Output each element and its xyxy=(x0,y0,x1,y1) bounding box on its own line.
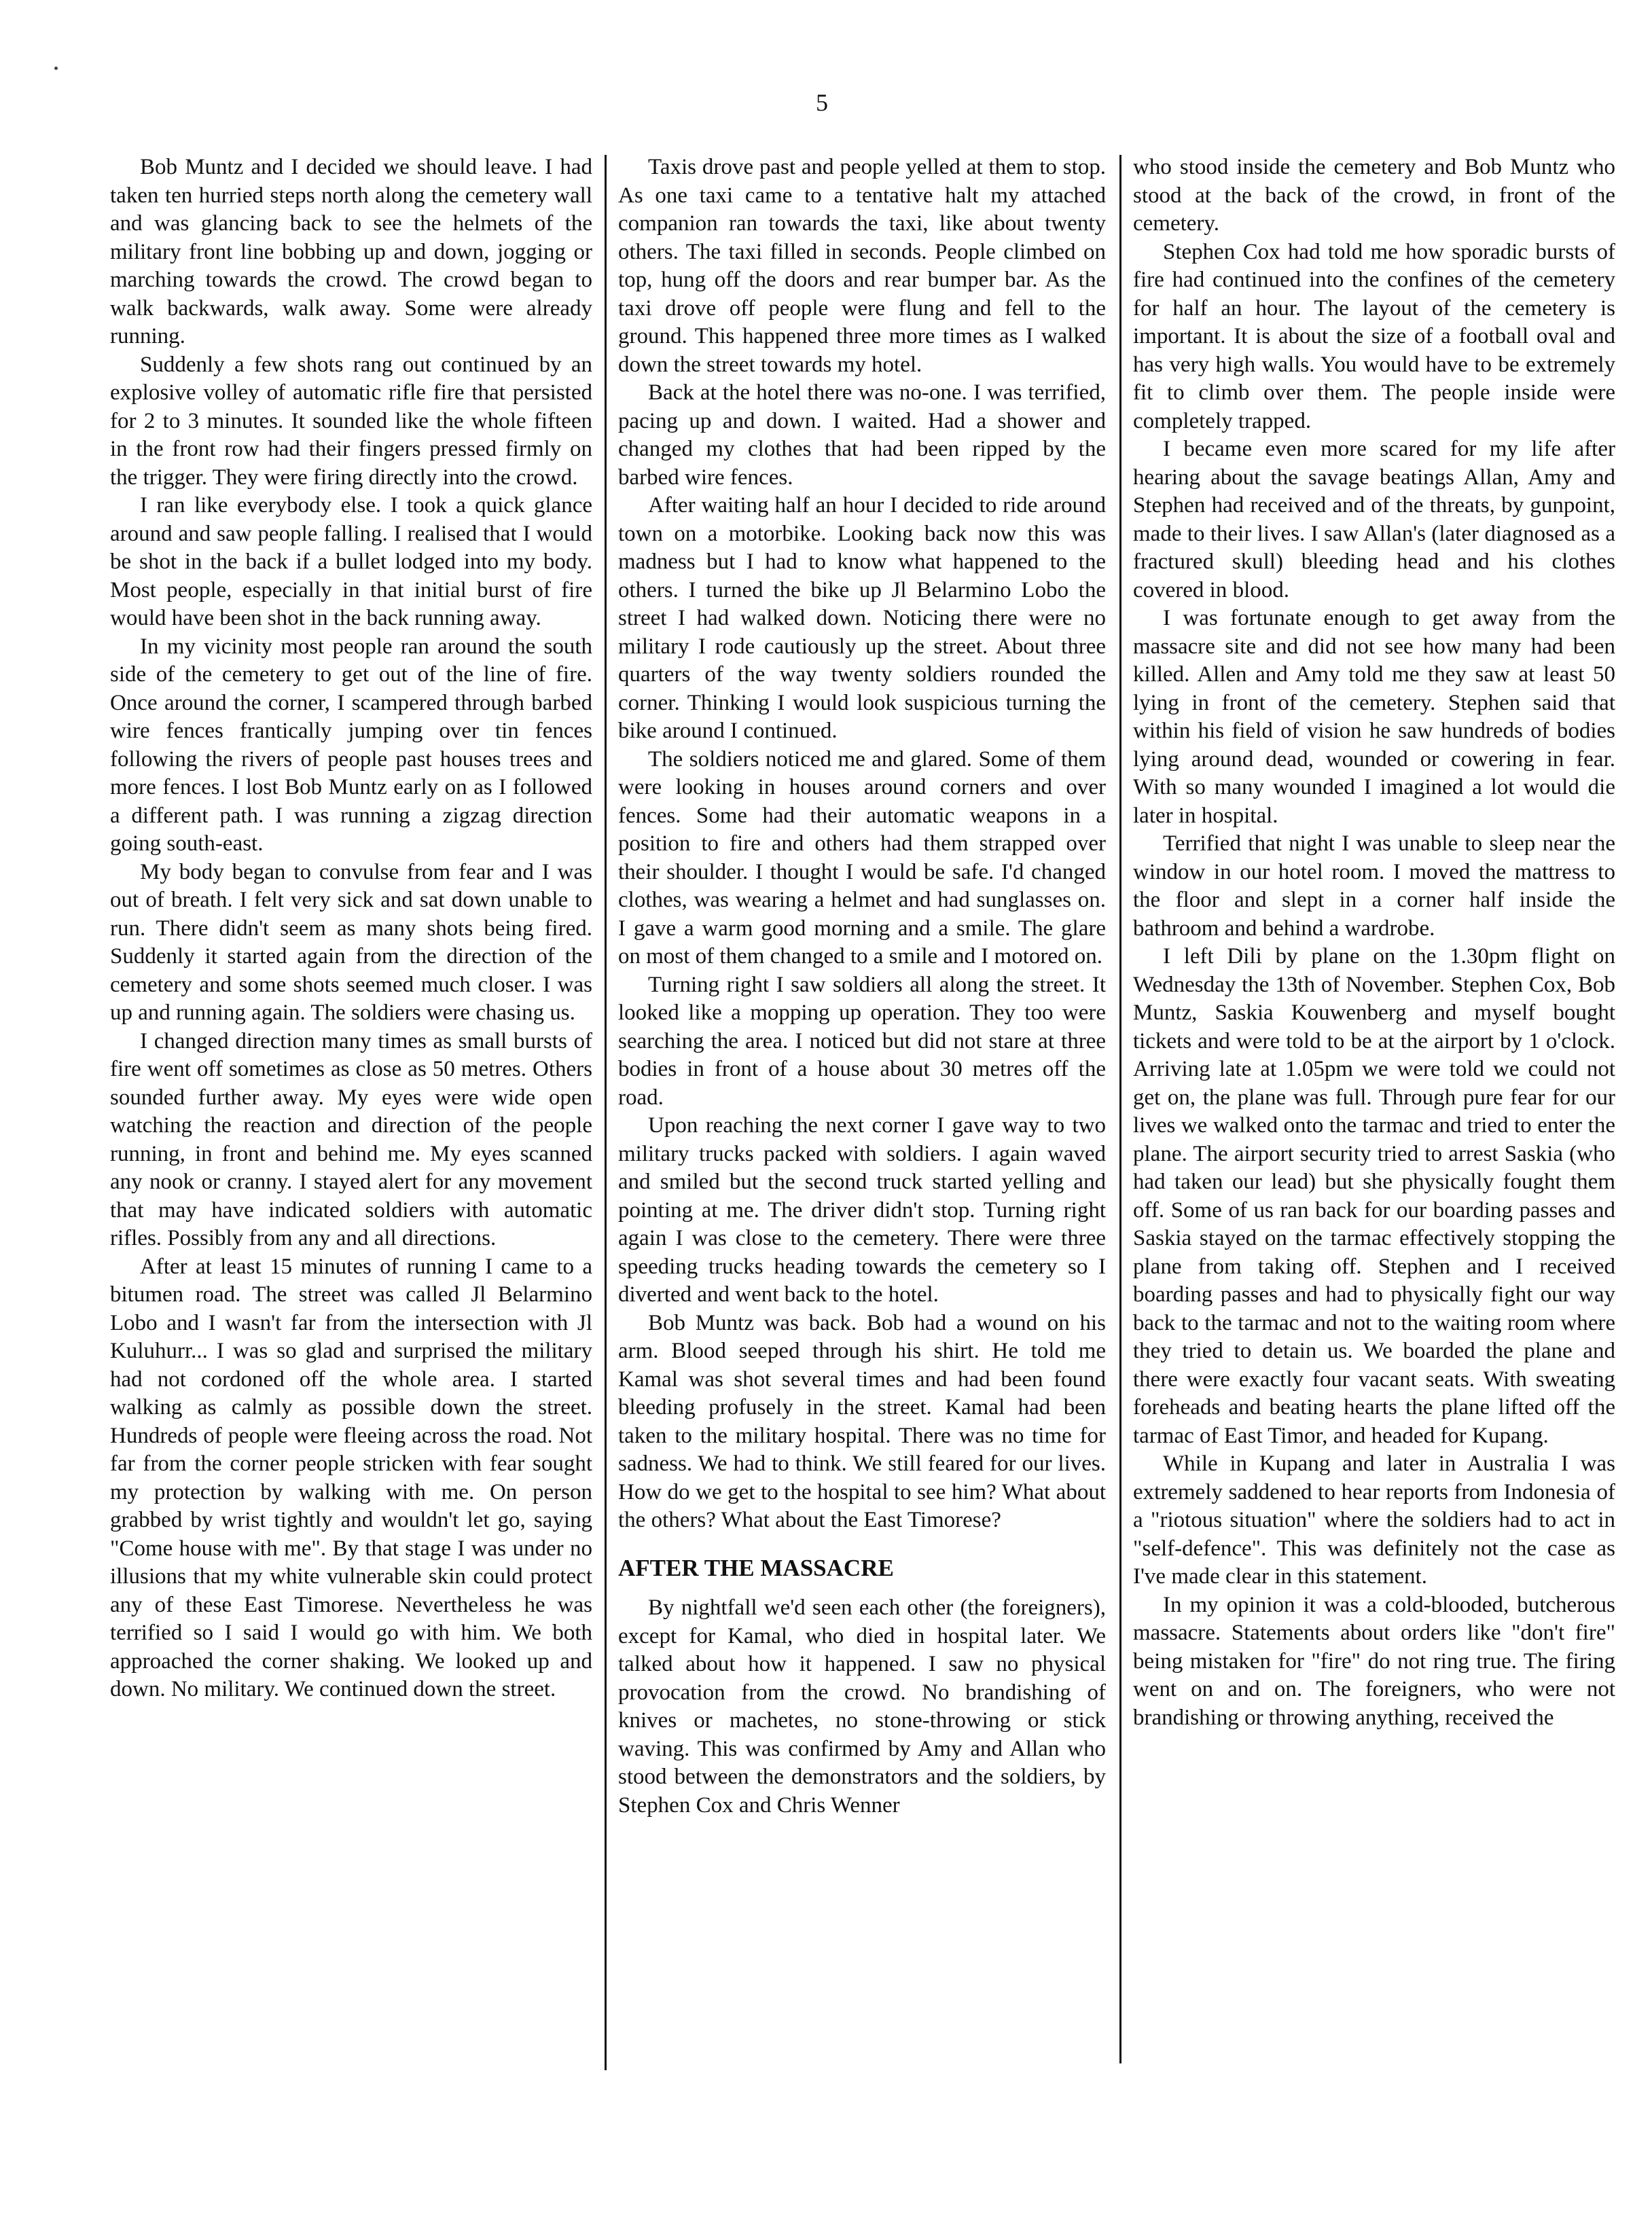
section-heading: AFTER THE MASSACRE xyxy=(618,1554,894,1581)
paragraph: I left Dili by plane on the 1.30pm flight on Wednesday the 13th of November. Stephen Cox, Bob Muntz, Saskia Kouwenberg and myself bought tickets and were told to be at the airport by 1 o'clock. Arriving late at 1.05pm we were told we could not get on, the plane was full. Through pure fear for our lives we walked onto the tarmac and tried to enter the plane. The airport security tried to arrest Saskia (who had taken our lead) but she physically fought them off. Some of us ran back for our boarding passes and Saskia stayed on the tarmac effectively stopping the plane from taking off. Stephen and I received boarding passes and had to physically fight our way back to the tarmac and not to the waiting room where they tried to detain us. We boarded the plane and there were exactly four vacant seats. With sweating foreheads and beating hearts the plane lifted off the tarmac of East Timor, and headed for Kupang. xyxy=(1133,944,1615,1448)
stray-mark xyxy=(54,67,58,70)
paragraph: My body began to convulse from fear and I was out of breath. I felt very sick and sat down unable to run. There didn't seem as many shots being fired. Suddenly it started again from the direction of the cemetery and some shots seemed much closer. I was up and running again. The soldiers were chasing us. xyxy=(110,859,592,1025)
column-divider xyxy=(605,155,607,2070)
paragraph: Upon reaching the next corner I gave way to two military trucks packed with soldiers. I again waved and smiled but the second truck started yelling and pointing at me. The driver didn't stop. Turning right again I was close to the cemetery. There were three speeding trucks heading towards the cemetery so I diverted and went back to the hotel. xyxy=(618,1113,1106,1307)
page-number: 5 xyxy=(816,89,828,116)
paragraph: The soldiers noticed me and glared. Some of them were looking in houses around corners and over fences. Some had their automatic weapons in a position to fire and others had them strapped over their shoulder. I thought I would be safe. I'd changed clothes, was wearing a helmet and had sunglasses on. I gave a warm good morning and a smile. The glare on most of them changed to a smile and I motored on. xyxy=(618,746,1106,969)
paragraph: After at least 15 minutes of running I came to a bitumen road. The street was called Jl Belarmino Lobo and I wasn't far from the intersection with Jl Kuluhurr... I was so glad and surprised the military had not cordoned off the whole area. I started walking as calmly as possible down the street. Hundreds of people were fleeing across the road. Not far from the corner people stricken with fear sought my protection by walking with me. On person grabbed by wrist tightly and wouldn't let go, saying "Come house with me". By that stage I was under no illusions that my white vulnerable skin could protect any of these East Timorese. Nevertheless he was terrified so I said I would go with him. We both approached the corner shaking. We looked up and down. No military. We continued down the street. xyxy=(110,1254,592,1701)
column-2 xyxy=(618,154,1106,1820)
column-3 xyxy=(1133,154,1615,1732)
paragraph: I changed direction many times as small bursts of fire went off sometimes as close as 50 metres. Others sounded further away. My eyes were wide open watching the reaction and direction of the people running, in front and behind me. My eyes scanned any nook or cranny. I stayed alert for any movement that may have indicated soldiers with automatic rifles. Possibly from any and all directions. xyxy=(110,1028,592,1250)
column-divider xyxy=(1119,155,1121,2063)
paragraph: Suddenly a few shots rang out continued by an explosive volley of automatic rifle fire that persisted for 2 to 3 minutes. It sounded like the whole fifteen in the front row had their fingers pressed firmly on the trigger. They were firing directly into the crowd. xyxy=(110,352,592,490)
paragraph: In my vicinity most people ran around the south side of the cemetery to get out of the line of fire. Once around the corner, I scampered through barbed wire fences frantically jumping over tin fences following the rivers of people past houses trees and more fences. I lost Bob Muntz early on as I followed a different path. I was running a zigzag direction going south-east. xyxy=(110,634,592,856)
paragraph: I was fortunate enough to get away from the massacre site and did not see how many had been killed. Allen and Amy told me they saw at least 50 lying in front of the cemetery. Stephen said that within his field of vision he saw hundreds of bodies lying around dead, wounded or cowering in fear. With so many wounded I imagined a lot would die later in hospital. xyxy=(1133,606,1615,828)
paragraph: I became even more scared for my life after hearing about the savage beatings Allan, Amy and Stephen had received and of the threats, by gunpoint, made to their lives. I saw Allan's (later diagnosed as a fractured skull) bleeding head and his clothes covered in blood. xyxy=(1133,437,1615,602)
paragraph: While in Kupang and later in Australia I was extremely saddened to hear reports from Indonesia of a "riotous situation" where the soldiers had to act in "self-defence". This was definitely not the case as I've made clear in this statement. xyxy=(1133,1451,1615,1589)
paragraph: Bob Muntz was back. Bob had a wound on his arm. Blood seeped through his shirt. He told me Kamal was shot several times and had been found bleeding profusely in the street. Kamal had been taken to the military hospital. There was no time for sadness. We had to think. We still feared for our lives. How do we get to the hospital to see him? What about the others? What about the East Timorese? xyxy=(618,1310,1106,1532)
paragraph: I ran like everybody else. I took a quick glance around and saw people falling. I realised that I would be shot in the back if a bullet lodged into my body. Most people, especially in that initial burst of fire would have been shot in the back running away. xyxy=(110,493,592,630)
continued-paragraph: who stood inside the cemetery and Bob Muntz who stood at the back of the crowd, in front of the cemetery. xyxy=(1133,155,1615,236)
column-1 xyxy=(110,154,592,1704)
paragraph: Turning right I saw soldiers all along the street. It looked like a mopping up operation. They too were searching the area. I noticed but did not stare at three bodies in front of a house about 30 metres off the road. xyxy=(618,972,1106,1110)
paragraph: In my opinion it was a cold-blooded, butcherous massacre. Statements about orders like "don't fire" being mistaken for "fire" do not ring true. The firing went on and on. The foreigners, who were not brandishing or throwing anything, received the xyxy=(1133,1592,1615,1730)
paragraph: Taxis drove past and people yelled at them to stop. As one taxi came to a tentative halt my attached companion ran towards the taxi, like about twenty others. The taxi filled in seconds. People climbed on top, hung off the doors and rear bumper bar. As the taxi drove off people were flung and fell to the ground. This happened three more times as I walked down the street towards my hotel. xyxy=(618,155,1106,377)
paragraph: By nightfall we'd seen each other (the foreigners), except for Kamal, who died in hospital later. We talked about how it happened. I saw no physical provocation from the crowd. No brandishing of knives or machetes, no stone-throwing or stick waving. This was confirmed by Amy and Allan who stood between the demonstrators and the soldiers, by Stephen Cox and Chris Wenner xyxy=(618,1595,1106,1818)
paragraph: After waiting half an hour I decided to ride around town on a motorbike. Looking back now this was madness but I had to know what happened to the others. I turned the bike up Jl Belarmino Lobo the street I had walked down. Noticing there were no military I rode cautiously up the street. About three quarters of the way twenty soldiers rounded the corner. Thinking I would look suspicious turning the bike around I continued. xyxy=(618,493,1106,743)
paragraph: Bob Muntz and I decided we should leave. I had taken ten hurried steps north along the cemetery wall and was glancing back to see the helmets of the military front line bobbing up and down, jogging or marching towards the crowd. The crowd began to walk backwards, walk away. Some were already running. xyxy=(110,155,592,348)
paragraph: Terrified that night I was unable to sleep near the window in our hotel room. I moved the mattress to the floor and slept in a corner half inside the bathroom and behind a wardrobe. xyxy=(1133,831,1615,941)
paragraph: Stephen Cox had told me how sporadic bursts of fire had continued into the confines of the cemetery for half an hour. The layout of the cemetery is important. It is about the size of a football oval and has very high walls. You would have to be extremely fit to climb over them. The people inside were completely trapped. xyxy=(1133,239,1615,433)
paragraph: Back at the hotel there was no-one. I was terrified, pacing up and down. I waited. Had a shower and changed my clothes that had been ripped by the barbed wire fences. xyxy=(618,380,1106,490)
